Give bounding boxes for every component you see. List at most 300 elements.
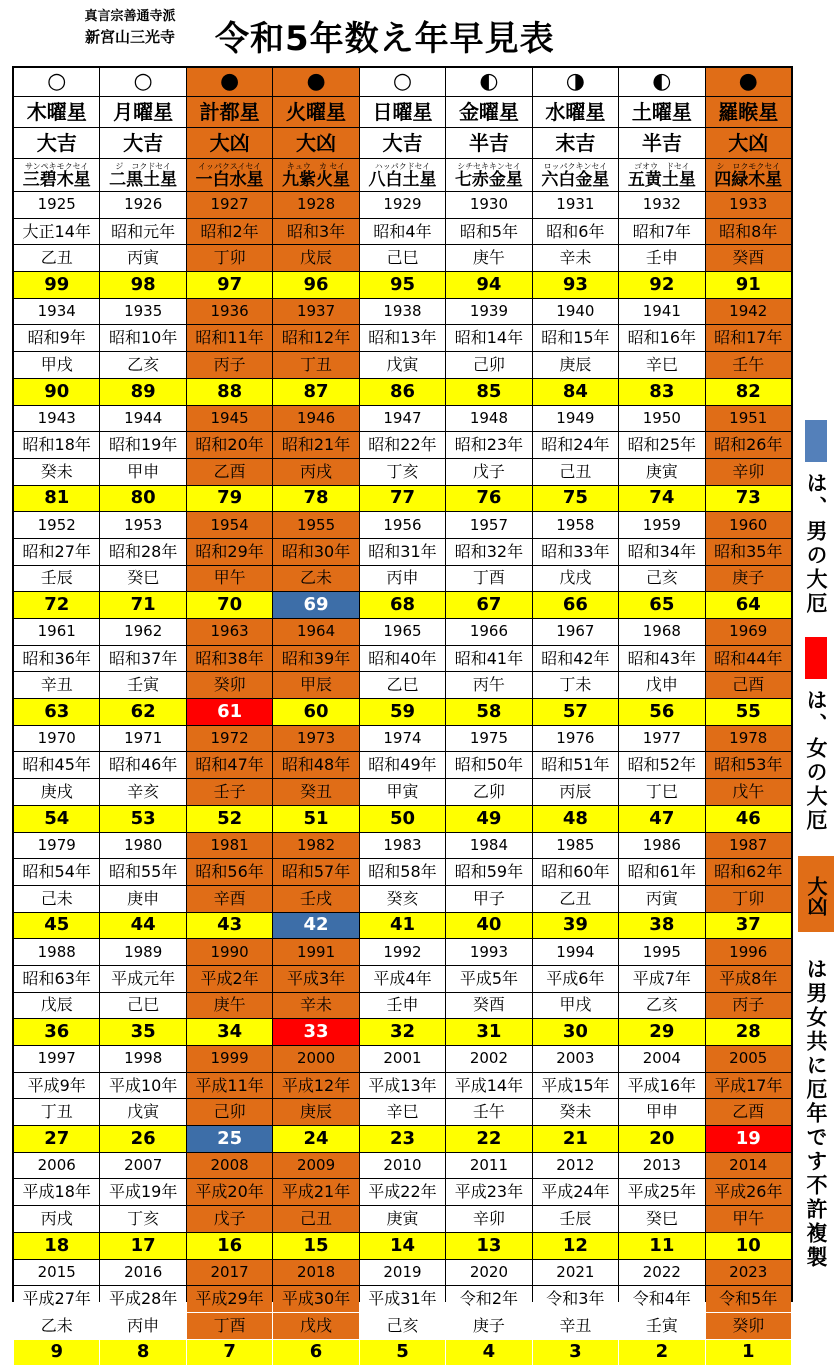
age-cell: 64 bbox=[706, 592, 791, 618]
era-cell: 令和4年 bbox=[619, 1286, 704, 1312]
fortune-label: 半吉 bbox=[619, 128, 704, 158]
year-cell: 1993 bbox=[446, 939, 531, 965]
age-cell: 87 bbox=[273, 379, 358, 405]
fortune-symbol: ● bbox=[273, 68, 358, 96]
age-cell: 97 bbox=[187, 272, 272, 298]
year-cell: 1988 bbox=[14, 939, 99, 965]
era-cell: 昭和60年 bbox=[533, 859, 618, 885]
eto-cell: 丁丑 bbox=[273, 352, 358, 378]
era-cell: 昭和63年 bbox=[14, 966, 99, 992]
age-cell: 98 bbox=[100, 272, 185, 298]
age-cell: 3 bbox=[533, 1340, 618, 1365]
age-cell: 56 bbox=[619, 699, 704, 725]
age-cell: 13 bbox=[446, 1233, 531, 1259]
year-cell: 1982 bbox=[273, 833, 358, 859]
year-cell: 1930 bbox=[446, 192, 531, 218]
kyusei-name: 七赤金星 bbox=[454, 169, 523, 190]
eto-cell: 乙丑 bbox=[14, 245, 99, 271]
era-cell: 昭和8年 bbox=[706, 219, 791, 245]
year-cell: 1963 bbox=[187, 619, 272, 645]
kyusei-reading: ハッパクドセイ bbox=[374, 161, 431, 171]
eto-cell: 壬申 bbox=[360, 993, 445, 1019]
age-cell: 8 bbox=[100, 1340, 185, 1365]
era-cell: 平成11年 bbox=[187, 1073, 272, 1099]
year-cell: 2013 bbox=[619, 1153, 704, 1179]
eto-cell: 丙子 bbox=[187, 352, 272, 378]
era-cell: 昭和50年 bbox=[446, 752, 531, 778]
kyusei-name: 三碧木星 bbox=[22, 169, 91, 190]
eto-cell: 戊辰 bbox=[14, 993, 99, 1019]
era-cell: 平成2年 bbox=[187, 966, 272, 992]
eto-cell: 辛丑 bbox=[533, 1313, 618, 1339]
age-cell: 67 bbox=[446, 592, 531, 618]
fortune-symbol: ● bbox=[706, 68, 791, 96]
year-cell: 1953 bbox=[100, 512, 185, 538]
era-cell: 昭和57年 bbox=[273, 859, 358, 885]
year-cell: 1976 bbox=[533, 726, 618, 752]
age-cell: 9 bbox=[14, 1340, 99, 1365]
era-cell: 昭和4年 bbox=[360, 219, 445, 245]
star-name: 金曜星 bbox=[446, 97, 531, 127]
era-cell: 昭和44年 bbox=[706, 646, 791, 672]
era-cell: 昭和59年 bbox=[446, 859, 531, 885]
age-cell: 34 bbox=[187, 1019, 272, 1045]
year-cell: 1960 bbox=[706, 512, 791, 538]
era-cell: 昭和3年 bbox=[273, 219, 358, 245]
kyusei-name: 八白土星 bbox=[368, 169, 437, 190]
year-cell: 2006 bbox=[14, 1153, 99, 1179]
age-cell: 37 bbox=[706, 913, 791, 939]
kyusei-reading: ロッパクキンセイ bbox=[543, 161, 608, 171]
year-cell: 2004 bbox=[619, 1046, 704, 1072]
era-cell: 平成23年 bbox=[446, 1179, 531, 1205]
age-cell: 38 bbox=[619, 913, 704, 939]
eto-cell: 戊辰 bbox=[273, 245, 358, 271]
age-cell: 28 bbox=[706, 1019, 791, 1045]
eto-cell: 庚寅 bbox=[360, 1206, 445, 1232]
year-cell: 1984 bbox=[446, 833, 531, 859]
year-cell: 2018 bbox=[273, 1260, 358, 1286]
eto-cell: 戊子 bbox=[446, 459, 531, 485]
age-cell: 41 bbox=[360, 913, 445, 939]
era-cell: 昭和13年 bbox=[360, 325, 445, 351]
kyusei-reading: シチセキキンセイ bbox=[457, 161, 521, 171]
fortune-symbol: ○ bbox=[100, 68, 185, 96]
year-cell: 1940 bbox=[533, 299, 618, 325]
eto-cell: 辛卯 bbox=[706, 459, 791, 485]
era-cell: 昭和29年 bbox=[187, 539, 272, 565]
era-cell: 平成30年 bbox=[273, 1286, 358, 1312]
age-cell: 2 bbox=[619, 1340, 704, 1365]
kyusei-header bbox=[446, 159, 531, 191]
eto-cell: 己巳 bbox=[100, 993, 185, 1019]
era-cell: 昭和41年 bbox=[446, 646, 531, 672]
eto-cell: 丁卯 bbox=[706, 886, 791, 912]
age-cell: 24 bbox=[273, 1126, 358, 1152]
year-cell: 1954 bbox=[187, 512, 272, 538]
kyusei-name: 九紫火星 bbox=[282, 169, 351, 190]
year-cell: 1942 bbox=[706, 299, 791, 325]
eto-cell: 丁未 bbox=[533, 672, 618, 698]
era-cell: 昭和55年 bbox=[100, 859, 185, 885]
eto-cell: 辛未 bbox=[273, 993, 358, 1019]
era-cell: 昭和6年 bbox=[533, 219, 618, 245]
kyusei-reading: イッパクスイセイ bbox=[198, 161, 262, 171]
kyusei-header bbox=[360, 159, 445, 191]
year-cell: 1941 bbox=[619, 299, 704, 325]
year-cell: 1967 bbox=[533, 619, 618, 645]
era-cell: 昭和9年 bbox=[14, 325, 99, 351]
eto-cell: 癸未 bbox=[533, 1099, 618, 1125]
eto-cell: 己丑 bbox=[273, 1206, 358, 1232]
year-cell: 2023 bbox=[706, 1260, 791, 1286]
age-cell: 52 bbox=[187, 806, 272, 832]
age-cell: 15 bbox=[273, 1233, 358, 1259]
year-cell: 2012 bbox=[533, 1153, 618, 1179]
era-cell: 平成25年 bbox=[619, 1179, 704, 1205]
era-cell: 昭和2年 bbox=[187, 219, 272, 245]
era-cell: 昭和32年 bbox=[446, 539, 531, 565]
age-cell: 58 bbox=[446, 699, 531, 725]
age-cell: 51 bbox=[273, 806, 358, 832]
year-cell: 1950 bbox=[619, 406, 704, 432]
eto-cell: 癸亥 bbox=[360, 886, 445, 912]
eto-cell: 丁亥 bbox=[360, 459, 445, 485]
age-cell: 12 bbox=[533, 1233, 618, 1259]
year-cell: 2005 bbox=[706, 1046, 791, 1072]
year-cell: 1994 bbox=[533, 939, 618, 965]
sect-name: 真言宗善通寺派 bbox=[84, 9, 176, 24]
eto-cell: 庚辰 bbox=[273, 1099, 358, 1125]
era-cell: 昭和43年 bbox=[619, 646, 704, 672]
era-cell: 平成3年 bbox=[273, 966, 358, 992]
era-cell: 昭和40年 bbox=[360, 646, 445, 672]
age-cell: 71 bbox=[100, 592, 185, 618]
eto-cell: 丙子 bbox=[706, 993, 791, 1019]
era-cell: 平成5年 bbox=[446, 966, 531, 992]
year-cell: 2015 bbox=[14, 1260, 99, 1286]
eto-cell: 戊申 bbox=[619, 672, 704, 698]
era-cell: 昭和30年 bbox=[273, 539, 358, 565]
era-cell: 昭和53年 bbox=[706, 752, 791, 778]
age-cell: 74 bbox=[619, 486, 704, 512]
year-cell: 2017 bbox=[187, 1260, 272, 1286]
age-cell: 30 bbox=[533, 1019, 618, 1045]
year-cell: 1948 bbox=[446, 406, 531, 432]
age-cell: 6 bbox=[273, 1340, 358, 1365]
age-cell-female-yakudoshi: 61 bbox=[187, 699, 272, 725]
kyusei-reading: ゴオウ ドセイ bbox=[634, 161, 690, 171]
year-cell: 1928 bbox=[273, 192, 358, 218]
eto-cell: 己未 bbox=[14, 886, 99, 912]
age-cell: 23 bbox=[360, 1126, 445, 1152]
eto-cell: 癸卯 bbox=[187, 672, 272, 698]
age-cell: 96 bbox=[273, 272, 358, 298]
age-cell: 29 bbox=[619, 1019, 704, 1045]
year-cell: 1969 bbox=[706, 619, 791, 645]
age-cell: 72 bbox=[14, 592, 99, 618]
year-cell: 2009 bbox=[273, 1153, 358, 1179]
eto-cell: 己卯 bbox=[187, 1099, 272, 1125]
eto-cell: 乙卯 bbox=[446, 779, 531, 805]
eto-cell: 丙戌 bbox=[273, 459, 358, 485]
year-cell: 1997 bbox=[14, 1046, 99, 1072]
era-cell: 昭和61年 bbox=[619, 859, 704, 885]
eto-cell: 戊寅 bbox=[100, 1099, 185, 1125]
age-cell: 46 bbox=[706, 806, 791, 832]
age-cell: 4 bbox=[446, 1340, 531, 1365]
age-cell: 18 bbox=[14, 1233, 99, 1259]
eto-cell: 丙寅 bbox=[619, 886, 704, 912]
age-cell: 11 bbox=[619, 1233, 704, 1259]
era-cell: 令和3年 bbox=[533, 1286, 618, 1312]
year-cell: 2019 bbox=[360, 1260, 445, 1286]
age-cell: 91 bbox=[706, 272, 791, 298]
age-cell: 31 bbox=[446, 1019, 531, 1045]
age-cell: 85 bbox=[446, 379, 531, 405]
eto-cell: 庚午 bbox=[187, 993, 272, 1019]
era-cell: 平成9年 bbox=[14, 1073, 99, 1099]
age-cell: 27 bbox=[14, 1126, 99, 1152]
year-cell: 1980 bbox=[100, 833, 185, 859]
era-cell: 平成12年 bbox=[273, 1073, 358, 1099]
kyusei-name: 五黄土星 bbox=[627, 169, 696, 190]
age-cell: 95 bbox=[360, 272, 445, 298]
year-cell: 1959 bbox=[619, 512, 704, 538]
eto-cell: 辛未 bbox=[533, 245, 618, 271]
eto-cell: 己丑 bbox=[533, 459, 618, 485]
fortune-symbol: ◐ bbox=[619, 68, 704, 96]
era-cell: 平成26年 bbox=[706, 1179, 791, 1205]
kyusei-reading: キュウ カ セイ bbox=[286, 161, 346, 171]
age-cell: 59 bbox=[360, 699, 445, 725]
era-cell: 昭和48年 bbox=[273, 752, 358, 778]
eto-cell: 乙酉 bbox=[706, 1099, 791, 1125]
age-cell-female-yakudoshi: 33 bbox=[273, 1019, 358, 1045]
age-cell: 44 bbox=[100, 913, 185, 939]
star-name: 木曜星 bbox=[14, 97, 99, 127]
era-cell: 令和2年 bbox=[446, 1286, 531, 1312]
year-cell: 1937 bbox=[273, 299, 358, 325]
age-cell: 70 bbox=[187, 592, 272, 618]
era-cell: 平成27年 bbox=[14, 1286, 99, 1312]
era-cell: 昭和31年 bbox=[360, 539, 445, 565]
year-cell: 1943 bbox=[14, 406, 99, 432]
age-cell: 10 bbox=[706, 1233, 791, 1259]
eto-cell: 庚午 bbox=[446, 245, 531, 271]
eto-cell: 乙亥 bbox=[619, 993, 704, 1019]
age-cell: 81 bbox=[14, 486, 99, 512]
fortune-symbol: ● bbox=[187, 68, 272, 96]
year-cell: 1968 bbox=[619, 619, 704, 645]
eto-cell: 乙丑 bbox=[533, 886, 618, 912]
year-cell: 1992 bbox=[360, 939, 445, 965]
kyusei-name: 二黒土星 bbox=[109, 169, 178, 190]
eto-cell: 戊戌 bbox=[273, 1313, 358, 1339]
fortune-label: 大凶 bbox=[273, 128, 358, 158]
eto-cell: 乙未 bbox=[14, 1313, 99, 1339]
age-cell: 17 bbox=[100, 1233, 185, 1259]
era-cell: 平成28年 bbox=[100, 1286, 185, 1312]
kyusei-name: 一白水星 bbox=[195, 169, 264, 190]
fortune-symbol: ◐ bbox=[446, 68, 531, 96]
age-cell: 35 bbox=[100, 1019, 185, 1045]
era-cell: 平成29年 bbox=[187, 1286, 272, 1312]
era-cell: 昭和28年 bbox=[100, 539, 185, 565]
age-cell: 26 bbox=[100, 1126, 185, 1152]
eto-cell: 辛巳 bbox=[619, 352, 704, 378]
age-cell: 62 bbox=[100, 699, 185, 725]
age-cell: 48 bbox=[533, 806, 618, 832]
age-cell: 49 bbox=[446, 806, 531, 832]
eto-cell: 癸酉 bbox=[706, 245, 791, 271]
age-cell: 92 bbox=[619, 272, 704, 298]
year-cell: 1945 bbox=[187, 406, 272, 432]
era-cell: 平成21年 bbox=[273, 1179, 358, 1205]
age-cell: 89 bbox=[100, 379, 185, 405]
year-cell: 1987 bbox=[706, 833, 791, 859]
age-cell: 14 bbox=[360, 1233, 445, 1259]
eto-cell: 甲午 bbox=[187, 566, 272, 592]
era-cell: 平成16年 bbox=[619, 1073, 704, 1099]
eto-cell: 戊子 bbox=[187, 1206, 272, 1232]
year-cell: 2001 bbox=[360, 1046, 445, 1072]
age-cell: 68 bbox=[360, 592, 445, 618]
year-cell: 2003 bbox=[533, 1046, 618, 1072]
year-cell: 1947 bbox=[360, 406, 445, 432]
year-cell: 1939 bbox=[446, 299, 531, 325]
eto-cell: 丙寅 bbox=[100, 245, 185, 271]
eto-cell: 壬寅 bbox=[100, 672, 185, 698]
fortune-label: 大吉 bbox=[100, 128, 185, 158]
era-cell: 昭和5年 bbox=[446, 219, 531, 245]
eto-cell: 癸巳 bbox=[100, 566, 185, 592]
eto-cell: 癸丑 bbox=[273, 779, 358, 805]
year-cell: 1962 bbox=[100, 619, 185, 645]
eto-cell: 庚辰 bbox=[533, 352, 618, 378]
era-cell: 昭和21年 bbox=[273, 432, 358, 458]
year-cell: 1931 bbox=[533, 192, 618, 218]
age-cell: 73 bbox=[706, 486, 791, 512]
eto-cell: 甲戌 bbox=[14, 352, 99, 378]
age-cell-male-yakudoshi: 42 bbox=[273, 913, 358, 939]
year-cell: 1990 bbox=[187, 939, 272, 965]
eto-cell: 庚申 bbox=[100, 886, 185, 912]
year-cell: 2016 bbox=[100, 1260, 185, 1286]
kyusei-name: 六白金星 bbox=[541, 169, 610, 190]
era-cell: 大正14年 bbox=[14, 219, 99, 245]
year-cell: 1991 bbox=[273, 939, 358, 965]
year-cell: 1926 bbox=[100, 192, 185, 218]
era-cell: 平成4年 bbox=[360, 966, 445, 992]
era-cell: 昭和47年 bbox=[187, 752, 272, 778]
era-cell: 昭和26年 bbox=[706, 432, 791, 458]
eto-cell: 辛丑 bbox=[14, 672, 99, 698]
star-name: 月曜星 bbox=[100, 97, 185, 127]
era-cell: 平成10年 bbox=[100, 1073, 185, 1099]
era-cell: 昭和39年 bbox=[273, 646, 358, 672]
age-cell: 16 bbox=[187, 1233, 272, 1259]
year-cell: 1925 bbox=[14, 192, 99, 218]
era-cell: 昭和7年 bbox=[619, 219, 704, 245]
eto-cell: 戊戌 bbox=[533, 566, 618, 592]
age-cell: 50 bbox=[360, 806, 445, 832]
year-cell: 2010 bbox=[360, 1153, 445, 1179]
era-cell: 平成17年 bbox=[706, 1073, 791, 1099]
year-cell: 2021 bbox=[533, 1260, 618, 1286]
era-cell: 昭和38年 bbox=[187, 646, 272, 672]
female-legend-swatch bbox=[805, 637, 827, 679]
eto-cell: 甲戌 bbox=[533, 993, 618, 1019]
kyusei-reading: シ ロクモクセイ bbox=[716, 161, 781, 171]
era-cell: 昭和37年 bbox=[100, 646, 185, 672]
kyusei-name: 四緑木星 bbox=[714, 169, 783, 190]
era-cell: 平成31年 bbox=[360, 1286, 445, 1312]
eto-cell: 乙未 bbox=[273, 566, 358, 592]
year-cell: 2007 bbox=[100, 1153, 185, 1179]
eto-cell: 己亥 bbox=[360, 1313, 445, 1339]
era-cell: 平成15年 bbox=[533, 1073, 618, 1099]
eto-cell: 壬申 bbox=[619, 245, 704, 271]
era-cell: 平成14年 bbox=[446, 1073, 531, 1099]
year-cell: 1989 bbox=[100, 939, 185, 965]
era-cell: 昭和45年 bbox=[14, 752, 99, 778]
era-cell: 昭和10年 bbox=[100, 325, 185, 351]
fortune-label: 大吉 bbox=[14, 128, 99, 158]
age-cell: 7 bbox=[187, 1340, 272, 1365]
year-cell: 1998 bbox=[100, 1046, 185, 1072]
year-cell: 1986 bbox=[619, 833, 704, 859]
male-legend-swatch bbox=[805, 420, 827, 462]
eto-cell: 甲寅 bbox=[360, 779, 445, 805]
eto-cell: 丙戌 bbox=[14, 1206, 99, 1232]
age-cell: 88 bbox=[187, 379, 272, 405]
eto-cell: 壬辰 bbox=[533, 1206, 618, 1232]
year-cell: 1973 bbox=[273, 726, 358, 752]
eto-cell: 丙申 bbox=[360, 566, 445, 592]
era-cell: 平成8年 bbox=[706, 966, 791, 992]
era-cell: 昭和18年 bbox=[14, 432, 99, 458]
eto-cell: 丁酉 bbox=[187, 1313, 272, 1339]
eto-cell: 丙辰 bbox=[533, 779, 618, 805]
star-name: 日曜星 bbox=[360, 97, 445, 127]
eto-cell: 甲申 bbox=[100, 459, 185, 485]
year-cell: 2011 bbox=[446, 1153, 531, 1179]
year-cell: 1952 bbox=[14, 512, 99, 538]
age-cell: 80 bbox=[100, 486, 185, 512]
era-cell: 平成19年 bbox=[100, 1179, 185, 1205]
age-cell: 21 bbox=[533, 1126, 618, 1152]
year-cell: 1972 bbox=[187, 726, 272, 752]
star-name: 土曜星 bbox=[619, 97, 704, 127]
female-legend-text: は、女の大厄 bbox=[804, 689, 828, 833]
year-cell: 1974 bbox=[360, 726, 445, 752]
era-cell: 昭和52年 bbox=[619, 752, 704, 778]
era-cell: 平成13年 bbox=[360, 1073, 445, 1099]
kyusei-header bbox=[100, 159, 185, 191]
era-cell: 平成元年 bbox=[100, 966, 185, 992]
star-name: 水曜星 bbox=[533, 97, 618, 127]
era-cell: 昭和24年 bbox=[533, 432, 618, 458]
year-cell: 1932 bbox=[619, 192, 704, 218]
eto-cell: 己亥 bbox=[619, 566, 704, 592]
era-cell: 昭和27年 bbox=[14, 539, 99, 565]
age-cell: 1 bbox=[706, 1340, 791, 1365]
eto-cell: 癸巳 bbox=[619, 1206, 704, 1232]
eto-cell: 己巳 bbox=[360, 245, 445, 271]
eto-cell: 癸卯 bbox=[706, 1313, 791, 1339]
fortune-label: 大凶 bbox=[706, 128, 791, 158]
